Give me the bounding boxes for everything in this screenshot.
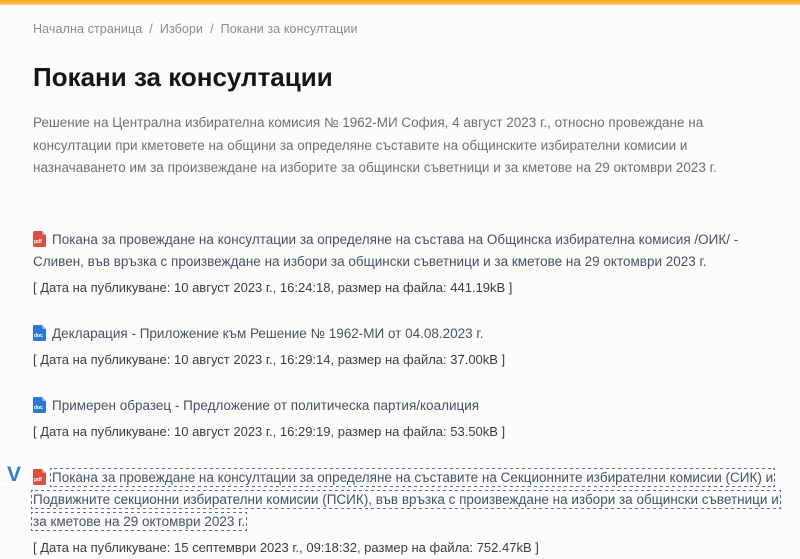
breadcrumb-separator: / bbox=[210, 22, 214, 36]
file-download-link[interactable]: Декларация - Приложение към Решение № 1962-МИ от 04.08.2023 г. bbox=[52, 325, 484, 341]
file-download-link[interactable]: Покана за провеждане на консултации за определяне на състава на Общинска избирателна комисия /ОИК/ - Сливен, във връзка с произвеждане на избори за общински съветници и за кметове на 29 октомври 2023 г. bbox=[33, 231, 739, 269]
page-title: Покани за консултации bbox=[33, 62, 333, 92]
cursor-v-mark: V bbox=[7, 462, 22, 486]
file-meta: [ Дата на публикуване: 10 август 2023 г., 16:24:18, размер на файла: 441.19kB ] bbox=[33, 279, 513, 295]
file-download-link[interactable]: Примерен образец - Предложение от политическа партия/коалиция bbox=[52, 397, 480, 413]
pdf-icon-label: pdf bbox=[34, 476, 42, 483]
doc-icon-label: doc bbox=[34, 404, 43, 411]
file-meta: [ Дата на публикуване: 10 август 2023 г., 16:29:14, размер на файла: 37.00kB ] bbox=[33, 351, 506, 367]
breadcrumb-item-current: Покани за консултации bbox=[220, 22, 358, 36]
file-list-item bbox=[33, 323, 786, 371]
main-content bbox=[0, 22, 800, 559]
doc-file-icon bbox=[33, 325, 46, 341]
file-list-item bbox=[33, 395, 786, 443]
top-accent-bar bbox=[0, 0, 800, 5]
breadcrumb-item-home[interactable]: Начална страница bbox=[33, 22, 143, 36]
file-list-item bbox=[33, 229, 786, 299]
breadcrumb bbox=[33, 22, 786, 36]
doc-file-icon bbox=[33, 397, 46, 413]
file-list bbox=[7, 229, 786, 559]
file-list-item bbox=[7, 462, 786, 559]
breadcrumb-separator: / bbox=[149, 22, 153, 36]
file-meta: [ Дата на публикуване: 15 септември 2023 г., 09:18:32, размер на файла: 752.47kB ] bbox=[33, 539, 539, 555]
pdf-file-icon bbox=[33, 231, 46, 247]
file-meta: [ Дата на публикуване: 10 август 2023 г., 16:29:19, размер на файла: 53.50kB ] bbox=[33, 423, 506, 439]
breadcrumb-item-elections[interactable]: Избори bbox=[159, 22, 204, 36]
file-download-link[interactable]: Покана за провеждане на консултации за определяне на съставите на Секционните избирателни комисии (СИК) и Подвижните секционни избирателни комисии (ПСИК), във връзка с произвеждане на избори за общински съветници и за кметове на 29 октомври 2023 г. bbox=[33, 469, 779, 529]
pdf-file-icon bbox=[33, 469, 46, 485]
intro-paragraph: Решение на Централна избирателна комисия № 1962-МИ София, 4 август 2023 г., относно провеждане на консултации при кметовете на общини за определяне съставите на общинските избирателни комисии и назначаването им за произвеждане на изборите за общински съветници и за кметове на 29 октомври 2023 г. bbox=[33, 115, 717, 175]
doc-icon-label: doc bbox=[34, 332, 43, 339]
pdf-icon-label: pdf bbox=[34, 238, 42, 245]
